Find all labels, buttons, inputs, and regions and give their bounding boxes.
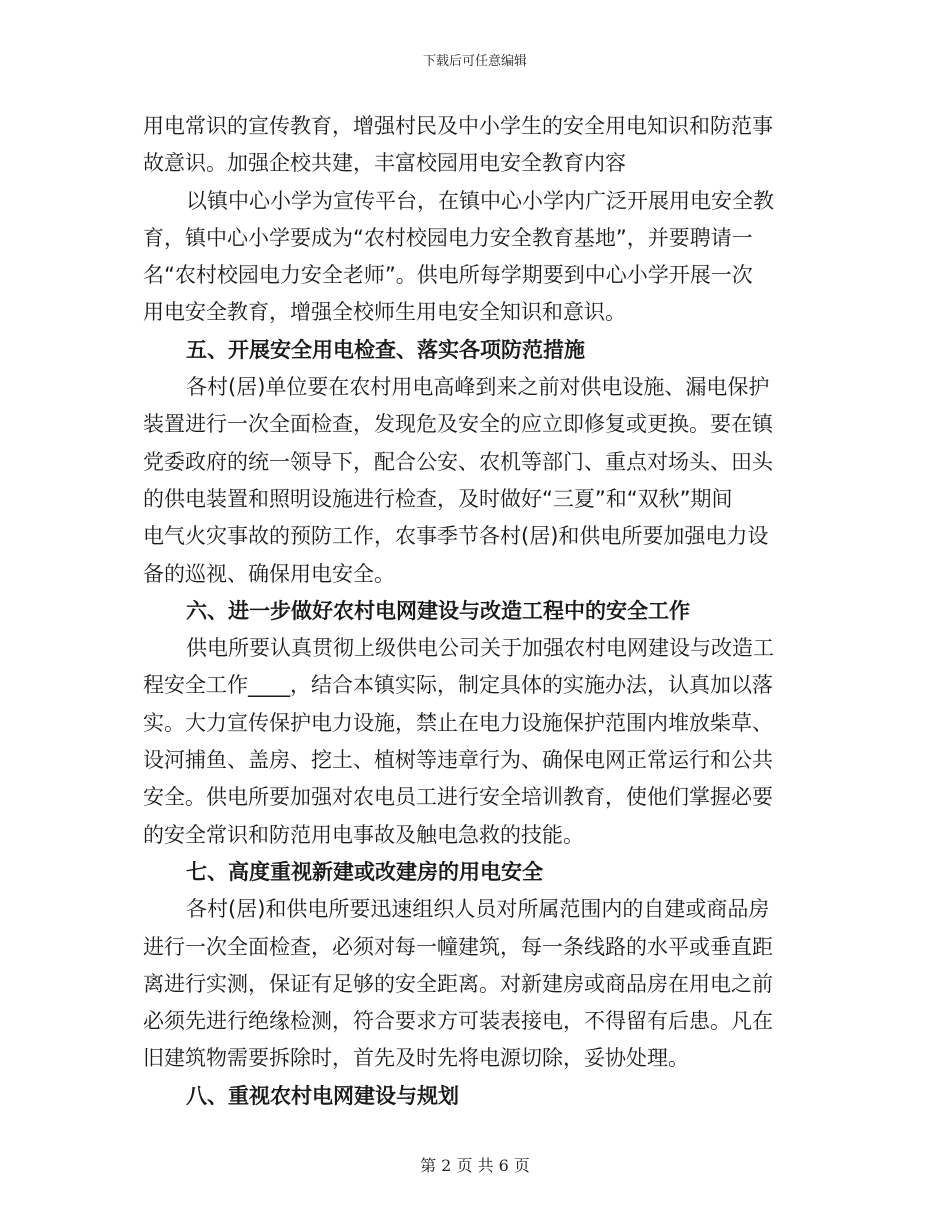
paragraph-line: 用电安全教育，增强全校师生用电安全知识和意识。: [143, 300, 626, 325]
paragraph-line: 电气火灾事故的预防工作，农事季节各村(居)和供电所要加强电力设: [143, 524, 769, 549]
paragraph-line: 备的巡视、确保用电安全。: [143, 561, 395, 586]
page-footer: 第 2 页 共 6 页: [420, 1156, 530, 1175]
section-heading: 八、重视农村电网建设与规划: [186, 1083, 459, 1108]
paragraph-line: 各村(居)单位要在农村用电高峰到来之前对供电设施、漏电保护: [186, 375, 770, 400]
paragraph: [143, 183, 813, 332]
paragraph-line: 的供电装置和照明设施进行检查，及时做好“三夏”和“双秋”期间: [143, 486, 733, 511]
paragraph-line: 供电所要认真贯彻上级供电公司关于加强农村电网建设与改造工: [186, 636, 774, 661]
paragraph-line: 必须先进行绝缘检测，符合要求方可装表接电，不得留有后患。凡在: [143, 1009, 773, 1034]
paragraph: [143, 108, 813, 183]
paragraph-line: 党委政府的统一领导下，配合公安、农机等部门、重点对场头、田头: [143, 449, 773, 474]
section-heading: 七、高度重视新建或改建房的用电安全: [186, 859, 543, 884]
paragraph-line: 离进行实测，保证有足够的安全距离。对新建房或商品房在用电之前: [143, 971, 773, 996]
paragraph-line: 故意识。加强企校共建，丰富校园用电安全教育内容: [143, 151, 626, 176]
paragraph-line: 设河捕鱼、盖房、挖土、植树等违章行为、确保电网正常运行和公共: [143, 748, 773, 773]
paragraph-line: 装置进行一次全面检查，发现危及安全的应立即修复或更换。要在镇: [143, 412, 773, 437]
paragraph: [143, 891, 813, 1077]
paragraph-line: 名“农村校园电力安全老师”。供电所每学期要到中心小学开展一次: [143, 263, 753, 288]
paragraph-line: 旧建筑物需要拆除时，首先及时先将电源切除，妥协处理。: [143, 1046, 689, 1071]
paragraph-line: 的安全常识和防范用电事故及触电急救的技能。: [143, 822, 584, 847]
paragraph-line: 育，镇中心小学要成为“农村校园电力安全教育基地”，并要聘请一: [143, 225, 753, 250]
document-body: [143, 108, 813, 1115]
paragraph-line: 安全。供电所要加强对农电员工进行安全培训教育，使他们掌握必要: [143, 785, 773, 810]
paragraph: [143, 630, 813, 854]
paragraph-line: 进行一次全面检查，必须对每一幢建筑，每一条线路的水平或垂直距: [143, 934, 773, 959]
page-header: 下载后可任意编辑: [422, 54, 527, 69]
paragraph-line: 各村(居)和供电所要迅速组织人员对所属范围内的自建或商品房: [186, 897, 770, 922]
paragraph-line: 用电常识的宣传教育，增强村民及中小学生的安全用电知识和防范事: [143, 114, 773, 138]
paragraph: [143, 369, 813, 593]
paragraph-line: 实。大力宣传保护电力设施，禁止在电力设施保护范围内堆放柴草、: [143, 710, 773, 735]
paragraph-line: 程安全工作____，结合本镇实际，制定具体的实施办法，认真加以落: [143, 673, 773, 698]
section-heading: 五、开展安全用电检查、落实各项防范措施: [186, 337, 585, 362]
paragraph-line: 以镇中心小学为宣传平台，在镇中心小学内广泛开展用电安全教: [186, 188, 774, 213]
section-heading: 六、进一步做好农村电网建设与改造工程中的安全工作: [186, 598, 690, 623]
